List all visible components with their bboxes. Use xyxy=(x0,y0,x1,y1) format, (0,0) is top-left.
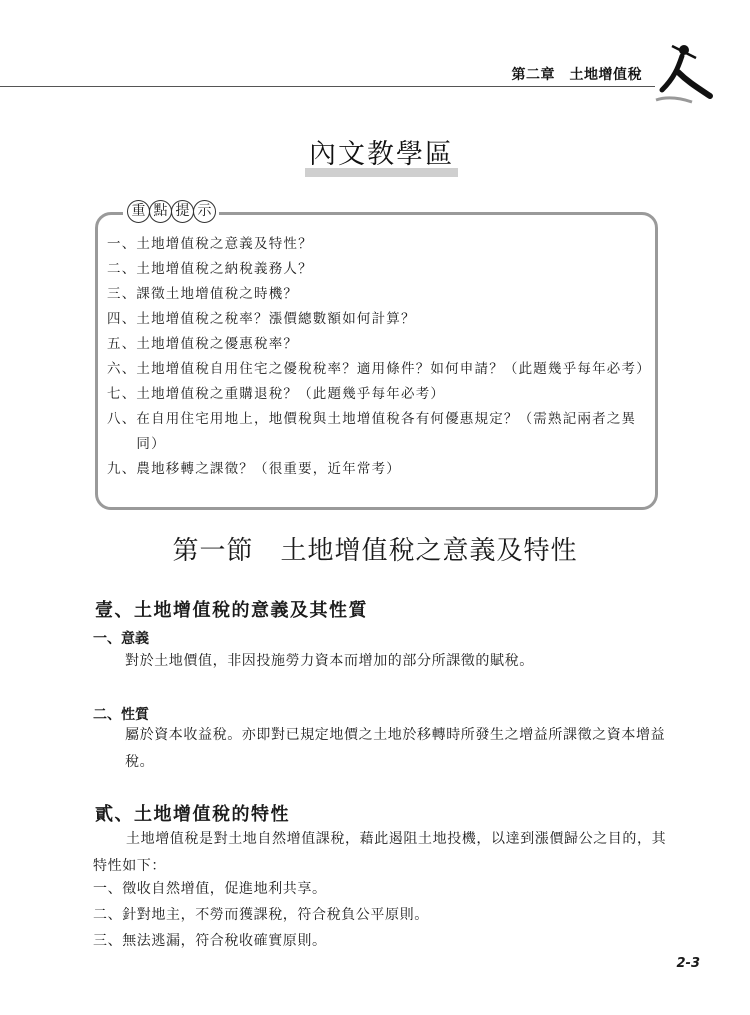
item-text: 土地增值稅之納稅義務人？ xyxy=(136,261,313,277)
key-points-char: 重 xyxy=(127,200,150,223)
key-points-char: 點 xyxy=(149,200,172,223)
key-points-char: 示 xyxy=(193,200,216,223)
nature-text: 屬於資本收益稅。亦即對已規定地價之土地於移轉時所發生之增益所課徵之資本增益稅。 xyxy=(125,727,666,770)
running-figure-icon xyxy=(648,38,718,108)
content-banner xyxy=(305,132,458,175)
list-item xyxy=(107,457,652,482)
list-item xyxy=(107,357,652,382)
running-header-title: 第二章 土地增值稅 xyxy=(511,67,642,83)
key-points-heading xyxy=(123,200,219,223)
list-item xyxy=(107,382,652,407)
list-item xyxy=(107,407,652,457)
nature-subheading: 二、性質 xyxy=(93,707,149,723)
item-text: 土地增值稅之稅率？漲價總數額如何計算？ xyxy=(136,311,416,327)
list-item xyxy=(107,257,652,282)
item-text: 土地增值稅之優惠稅率？ xyxy=(136,336,299,352)
item-number: 一、 xyxy=(107,236,137,252)
item-number: 四、 xyxy=(107,311,137,327)
list-item xyxy=(107,332,652,357)
item-number: 七、 xyxy=(107,386,137,402)
section-title: 第一節 土地增值稅之意義及特性 xyxy=(172,536,578,566)
key-points-list xyxy=(107,232,652,482)
item-number: 五、 xyxy=(107,336,137,352)
meaning-text: 對於土地價值，非因投施勞力資本而增加的部分所課徵的賦稅。 xyxy=(125,653,534,669)
page-number: 2-3 xyxy=(676,956,700,971)
item-text: 農地移轉之課徵？（很重要，近年常考） xyxy=(136,461,402,477)
list-item xyxy=(107,307,652,332)
list-item xyxy=(107,282,652,307)
item-text: 在自用住宅用地上，地價稅與土地增值稅各有何優惠規定？（需熟記兩者之異同） xyxy=(136,411,637,452)
item-text: 課徵土地增值稅之時機？ xyxy=(136,286,299,302)
content-banner-title: 內文教學區 xyxy=(309,139,454,170)
list-item xyxy=(107,232,652,257)
item-number: 三、 xyxy=(107,286,137,302)
item-text: 土地增值稅自用住宅之優稅稅率？適用條件？如何申請？（此題幾乎每年必考） xyxy=(136,361,651,377)
item-number: 八、 xyxy=(107,411,137,427)
part1-heading: 壹、土地增值稅的意義及其性質 xyxy=(95,600,368,621)
item-text: 土地增值稅之重購退稅？（此題幾乎每年必考） xyxy=(136,386,446,402)
characteristic-point: 三、無法逃漏，符合稅收確實原則。 xyxy=(93,933,327,949)
characteristic-point: 一、徵收自然增值，促進地利共享。 xyxy=(93,881,327,897)
key-points-char: 提 xyxy=(171,200,194,223)
characteristic-point: 二、針對地主，不勞而獲課稅，符合稅負公平原則。 xyxy=(93,907,429,923)
item-number: 九、 xyxy=(107,461,137,477)
item-number: 六、 xyxy=(107,361,137,377)
characteristics-intro: 土地增值稅是對土地自然增值課稅，藉此遏阻土地投機，以達到漲價歸公之目的，其特性如下： xyxy=(93,831,667,874)
meaning-subheading: 一、意義 xyxy=(93,631,149,647)
header-rule xyxy=(0,86,655,87)
item-number: 二、 xyxy=(107,261,137,277)
part2-heading: 貳、土地增值稅的特性 xyxy=(95,804,290,825)
item-text: 土地增值稅之意義及特性？ xyxy=(136,236,313,252)
